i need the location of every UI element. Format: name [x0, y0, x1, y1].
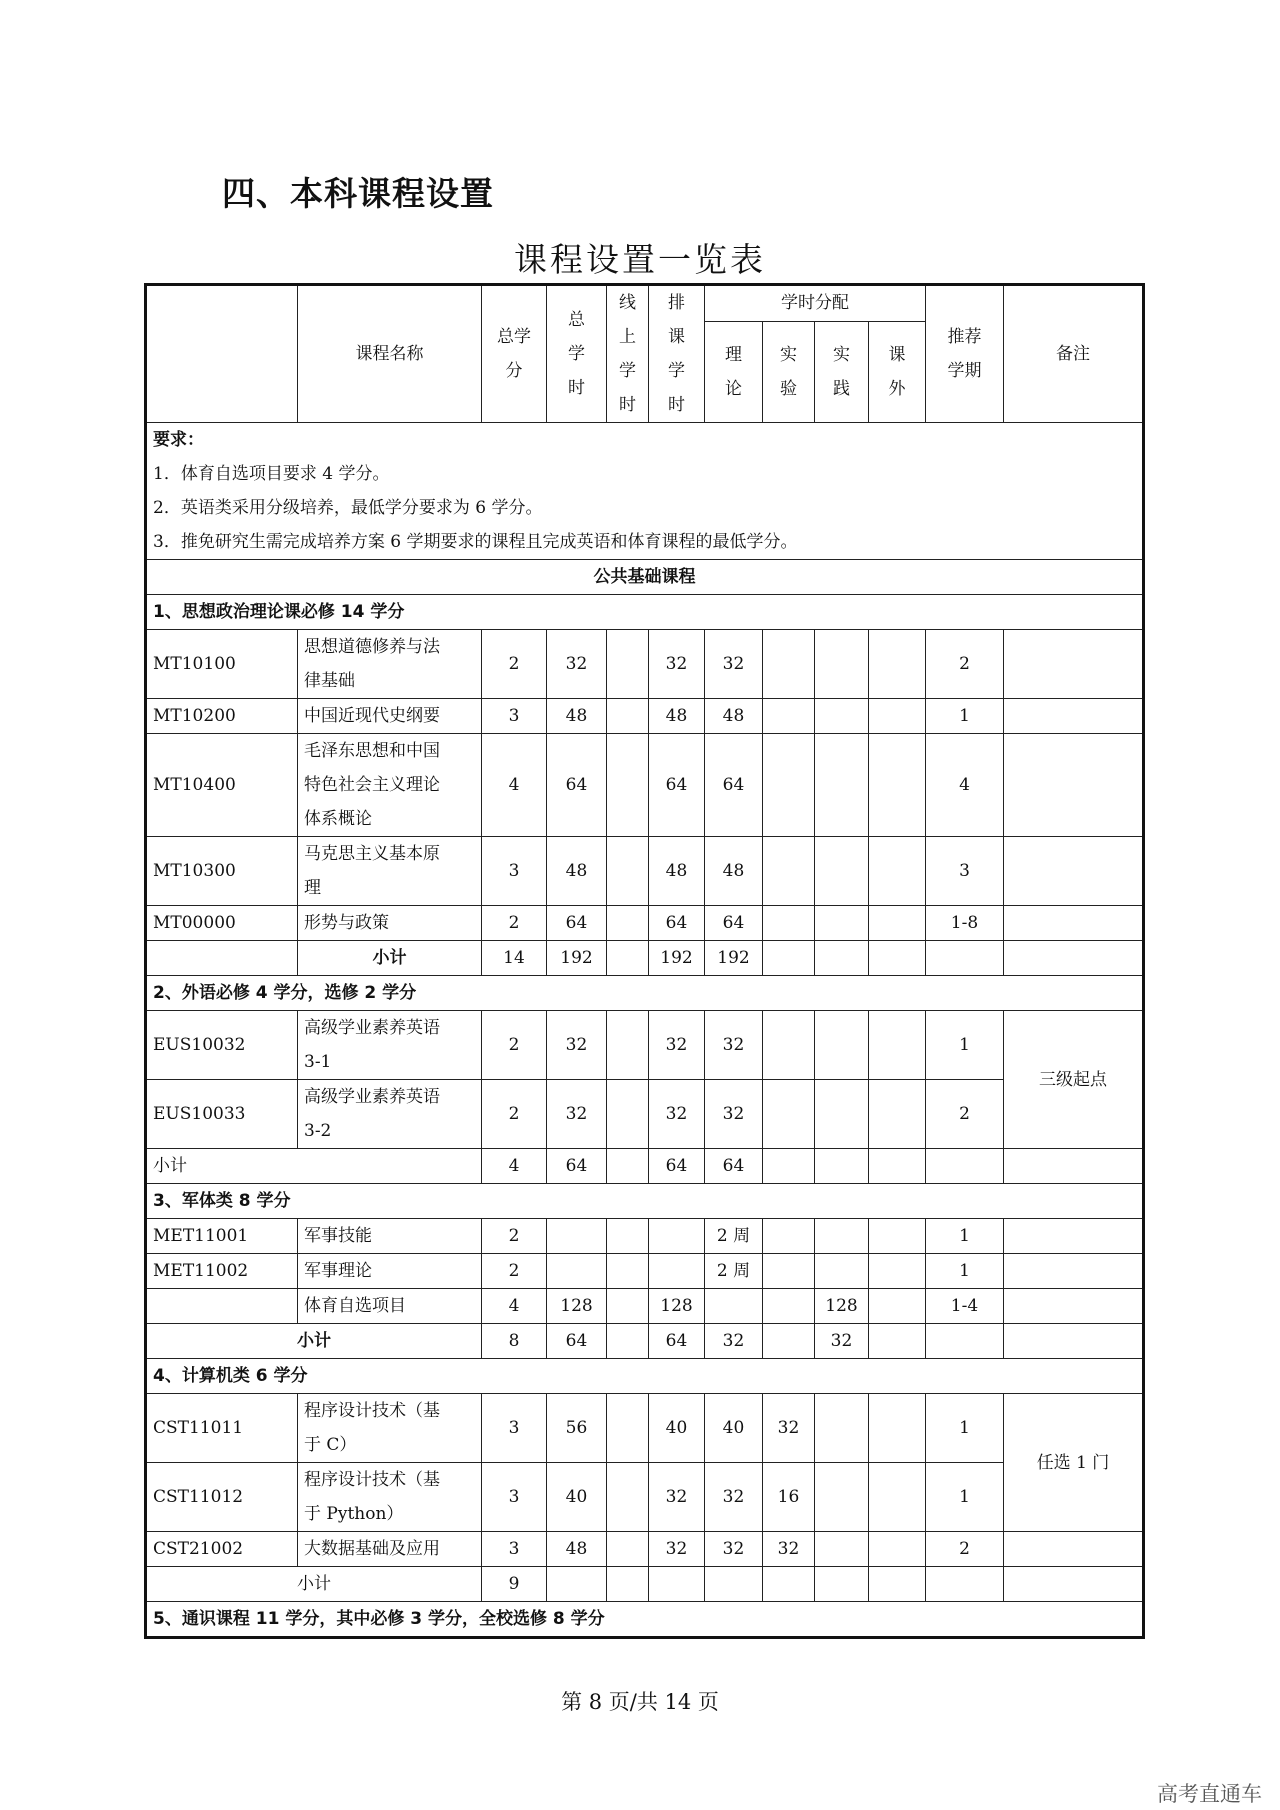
- theory-cell: 2 周: [705, 1254, 763, 1289]
- table-row: [146, 1532, 1144, 1567]
- experiment-cell: 32: [763, 1394, 815, 1463]
- hours-cell: 32: [547, 1080, 607, 1149]
- hours-cell: 64: [547, 906, 607, 941]
- group-title-politics: 1、思想政治理论课必修 14 学分: [146, 595, 1144, 630]
- remark-cell: [1004, 837, 1144, 906]
- semester-cell: 3: [926, 837, 1004, 906]
- header-recommended-semester: 推荐 学期: [926, 285, 1004, 423]
- subtotal-label: 小计: [146, 1149, 482, 1184]
- scheduled-cell: 128: [649, 1289, 705, 1324]
- course-name: 高级学业素养英语 3-2: [298, 1080, 482, 1149]
- subtotal-row: [146, 941, 1144, 976]
- remark-cell: [1004, 734, 1144, 837]
- online-cell: [607, 630, 649, 699]
- credits-cell: 8: [482, 1324, 547, 1359]
- header-practice: 实 践: [815, 321, 869, 422]
- online-cell: [607, 734, 649, 837]
- table-row: [146, 1080, 1144, 1149]
- header-extracurricular: 课 外: [869, 321, 926, 422]
- scheduled-cell: 32: [649, 1080, 705, 1149]
- theory-cell: 64: [705, 734, 763, 837]
- group-title-language: 2、外语必修 4 学分，选修 2 学分: [146, 976, 1144, 1011]
- theory-cell: 64: [705, 906, 763, 941]
- course-code: MT10100: [146, 630, 298, 699]
- header-total-credits: 总学 分: [482, 285, 547, 423]
- semester-cell: 1-4: [926, 1289, 1004, 1324]
- remark-cell: [1004, 699, 1144, 734]
- online-cell: [607, 699, 649, 734]
- remark-cell: [1004, 906, 1144, 941]
- semester-cell: 1: [926, 1394, 1004, 1463]
- course-name: 高级学业素养英语 3-1: [298, 1011, 482, 1080]
- scheduled-cell: 32: [649, 1463, 705, 1532]
- theory-cell: 2 周: [705, 1219, 763, 1254]
- practice-cell: [815, 734, 869, 837]
- course-code: MT10200: [146, 699, 298, 734]
- course-code: [146, 1289, 298, 1324]
- subtotal-row: [146, 1567, 1144, 1602]
- subtotal-label: 小计: [146, 1567, 482, 1602]
- experiment-cell: 16: [763, 1463, 815, 1532]
- scheduled-cell: 32: [649, 630, 705, 699]
- table-row: [146, 1011, 1144, 1080]
- hours-cell: 48: [547, 699, 607, 734]
- table-row: [146, 1254, 1144, 1289]
- hours-cell: 40: [547, 1463, 607, 1532]
- scheduled-cell: 48: [649, 699, 705, 734]
- theory-cell: 192: [705, 941, 763, 976]
- semester-cell: 2: [926, 1532, 1004, 1567]
- extra-cell: [869, 837, 926, 906]
- semester-cell: 1: [926, 1463, 1004, 1532]
- online-cell: [607, 837, 649, 906]
- theory-cell: 32: [705, 1011, 763, 1080]
- hours-cell: 192: [547, 941, 607, 976]
- scheduled-cell: 192: [649, 941, 705, 976]
- theory-cell: 48: [705, 699, 763, 734]
- section-title: 四、本科课程设置: [222, 174, 494, 213]
- subtotal-row: [146, 1324, 1144, 1359]
- credits-cell: 4: [482, 1149, 547, 1184]
- subtotal-label: 小计: [298, 941, 482, 976]
- extra-cell: [869, 630, 926, 699]
- credits-cell: 4: [482, 734, 547, 837]
- theory-cell: 32: [705, 1324, 763, 1359]
- table-row: [146, 630, 1144, 699]
- table-row: [146, 1394, 1144, 1463]
- course-name: 中国近现代史纲要: [298, 699, 482, 734]
- credits-cell: 2: [482, 1219, 547, 1254]
- credits-cell: 3: [482, 1463, 547, 1532]
- experiment-cell: [763, 630, 815, 699]
- header-row: [146, 285, 1144, 322]
- group-title-military: 3、军体类 8 学分: [146, 1184, 1144, 1219]
- semester-cell: 1: [926, 1219, 1004, 1254]
- remark-cell: 三级起点: [1004, 1011, 1144, 1149]
- practice-cell: 128: [815, 1289, 869, 1324]
- theory-cell: 48: [705, 837, 763, 906]
- header-experiment: 实 验: [763, 321, 815, 422]
- semester-cell: 4: [926, 734, 1004, 837]
- hours-cell: 32: [547, 630, 607, 699]
- course-code: CST11011: [146, 1394, 298, 1463]
- extra-cell: [869, 699, 926, 734]
- table-title: 课程设置一览表: [514, 240, 766, 279]
- requirement-item: 1．体育自选项目要求 4 学分。: [153, 464, 390, 484]
- credits-cell: 2: [482, 630, 547, 699]
- subtotal-row: [146, 1149, 1144, 1184]
- credits-cell: 3: [482, 1532, 547, 1567]
- course-code: CST21002: [146, 1532, 298, 1567]
- course-name: 体育自选项目: [298, 1289, 482, 1324]
- course-name: 程序设计技术（基 于 C）: [298, 1394, 482, 1463]
- course-name: 毛泽东思想和中国 特色社会主义理论 体系概论: [298, 734, 482, 837]
- course-name: 程序设计技术（基 于 Python）: [298, 1463, 482, 1532]
- experiment-cell: [763, 906, 815, 941]
- table-row: [146, 906, 1144, 941]
- hours-cell: 64: [547, 1324, 607, 1359]
- header-scheduled-hours: 排 课 学 时: [649, 285, 705, 423]
- public-basic-heading: 公共基础课程: [146, 560, 1144, 595]
- hours-cell: 56: [547, 1394, 607, 1463]
- credits-cell: 14: [482, 941, 547, 976]
- scheduled-cell: 64: [649, 906, 705, 941]
- semester-cell: 1: [926, 699, 1004, 734]
- course-code: CST11012: [146, 1463, 298, 1532]
- header-hour-distribution: 学时分配: [705, 285, 926, 322]
- header-course-name: 课程名称: [298, 285, 482, 423]
- theory-cell: 32: [705, 630, 763, 699]
- header-code-blank: [146, 285, 298, 423]
- hours-cell: 128: [547, 1289, 607, 1324]
- extra-cell: [869, 906, 926, 941]
- practice-cell: [815, 906, 869, 941]
- theory-cell: 40: [705, 1394, 763, 1463]
- practice-cell: 32: [815, 1324, 869, 1359]
- remark-cell: [1004, 630, 1144, 699]
- scheduled-cell: 32: [649, 1011, 705, 1080]
- course-name: 思想道德修养与法 律基础: [298, 630, 482, 699]
- table-row: [146, 1289, 1144, 1324]
- credits-cell: 4: [482, 1289, 547, 1324]
- course-name: 军事理论: [298, 1254, 482, 1289]
- credits-cell: 2: [482, 1254, 547, 1289]
- header-theory: 理 论: [705, 321, 763, 422]
- semester-cell: 1: [926, 1011, 1004, 1080]
- table-row: [146, 1463, 1144, 1532]
- theory-cell: 32: [705, 1463, 763, 1532]
- watermark: 高考直通车: [1157, 1782, 1262, 1806]
- course-code: MT10300: [146, 837, 298, 906]
- table-row: [146, 734, 1144, 837]
- course-name: 军事技能: [298, 1219, 482, 1254]
- course-name: 大数据基础及应用: [298, 1532, 482, 1567]
- practice-cell: [815, 699, 869, 734]
- scheduled-cell: 64: [649, 1149, 705, 1184]
- hours-cell: 64: [547, 1149, 607, 1184]
- course-code: EUS10032: [146, 1011, 298, 1080]
- credits-cell: 2: [482, 1011, 547, 1080]
- scheduled-cell: 64: [649, 734, 705, 837]
- course-code: MT10400: [146, 734, 298, 837]
- hours-cell: 48: [547, 1532, 607, 1567]
- requirement-item: 2．英语类采用分级培养，最低学分要求为 6 学分。: [153, 498, 543, 518]
- scheduled-cell: 40: [649, 1394, 705, 1463]
- hours-cell: 64: [547, 734, 607, 837]
- theory-cell: 64: [705, 1149, 763, 1184]
- course-name: 马克思主义基本原 理: [298, 837, 482, 906]
- semester-cell: 1-8: [926, 906, 1004, 941]
- course-name: 形势与政策: [298, 906, 482, 941]
- course-code: MET11001: [146, 1219, 298, 1254]
- scheduled-cell: 32: [649, 1532, 705, 1567]
- theory-cell: 32: [705, 1080, 763, 1149]
- page-number: 第 8 页/共 14 页: [561, 1690, 719, 1714]
- header-remarks: 备注: [1004, 285, 1144, 423]
- requirements: [146, 423, 1144, 560]
- credits-cell: 3: [482, 837, 547, 906]
- experiment-cell: 32: [763, 1532, 815, 1567]
- course-table: [144, 283, 1145, 1639]
- course-code: MET11002: [146, 1254, 298, 1289]
- table-row: [146, 1219, 1144, 1254]
- practice-cell: [815, 630, 869, 699]
- scheduled-cell: 48: [649, 837, 705, 906]
- credits-cell: 3: [482, 699, 547, 734]
- scheduled-cell: 64: [649, 1324, 705, 1359]
- hours-cell: 32: [547, 1011, 607, 1080]
- remark-cell: 任选 1 门: [1004, 1394, 1144, 1532]
- header-total-hours: 总 学 时: [547, 285, 607, 423]
- credits-cell: 2: [482, 1080, 547, 1149]
- group-title-computer: 4、计算机类 6 学分: [146, 1359, 1144, 1394]
- table-row: [146, 837, 1144, 906]
- group-title-general: 5、通识课程 11 学分，其中必修 3 学分，全校选修 8 学分: [146, 1602, 1144, 1638]
- table-row: [146, 699, 1144, 734]
- hours-cell: 48: [547, 837, 607, 906]
- semester-cell: 1: [926, 1254, 1004, 1289]
- course-code: MT00000: [146, 906, 298, 941]
- semester-cell: 2: [926, 1080, 1004, 1149]
- header-online-hours: 线 上 学 时: [607, 285, 649, 423]
- online-cell: [607, 906, 649, 941]
- theory-cell: 32: [705, 1532, 763, 1567]
- semester-cell: 2: [926, 630, 1004, 699]
- experiment-cell: [763, 837, 815, 906]
- experiment-cell: [763, 699, 815, 734]
- course-code: EUS10033: [146, 1080, 298, 1149]
- credits-cell: 3: [482, 1394, 547, 1463]
- requirements-row: [146, 423, 1144, 560]
- requirement-item: 3．推免研究生需完成培养方案 6 学期要求的课程且完成英语和体育课程的最低学分。: [153, 532, 798, 552]
- subtotal-label: 小计: [146, 1324, 482, 1359]
- extra-cell: [869, 734, 926, 837]
- credits-cell: 9: [482, 1567, 547, 1602]
- credits-cell: 2: [482, 906, 547, 941]
- experiment-cell: [763, 734, 815, 837]
- practice-cell: [815, 837, 869, 906]
- requirements-title: 要求：: [153, 430, 204, 450]
